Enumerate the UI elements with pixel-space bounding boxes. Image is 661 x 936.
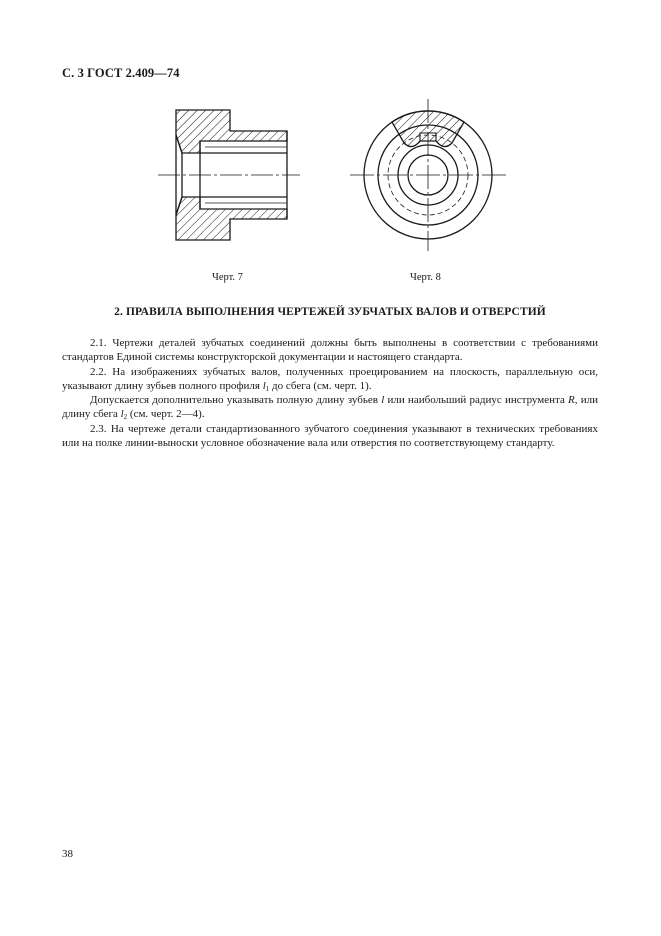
page-header: С. 3 ГОСТ 2.409—74 <box>62 66 180 80</box>
page-number: 38 <box>62 848 73 860</box>
addendum-text-c: , или длину сбега <box>62 394 599 421</box>
section-title: 2. ПРАВИЛА ВЫПОЛНЕНИЯ ЧЕРТЕЖЕЙ ЗУБЧАТЫХ ВАЛОВ И ОТВЕРСТИЙ <box>114 306 546 318</box>
addendum-text-d: (см. черт. 2—4). <box>127 408 205 421</box>
variable-l2: l <box>120 408 124 421</box>
figures-area <box>0 95 661 285</box>
variable-R: R <box>568 394 575 407</box>
body-text <box>62 336 598 450</box>
figure-caption-8: Черт. 8 <box>410 272 441 283</box>
variable-l: l <box>262 379 266 392</box>
subscript-2: 2 <box>123 413 128 422</box>
paragraph-2-2-text-a: 2.2. На изображениях зубчатых валов, полученных проецированием на плоскость, параллельную оси, указывают длину зубьев полного профиля <box>62 365 598 392</box>
variable-l-full: l <box>381 394 385 407</box>
figure-caption-7: Черт. 7 <box>212 272 243 283</box>
paragraph-2-1: 2.1. Чертежи деталей зубчатых соединений должны быть выполнены в соответствии с требованиями стандартов Единой системы конструкторской документации и настоящего стандарта. <box>62 337 598 364</box>
paragraph-2-2-text-b: до сбега (см. черт. 1). <box>269 379 372 392</box>
addendum-text-b: или наибольший радиус инструмента <box>384 394 569 407</box>
drawing-chert-7 <box>158 110 300 240</box>
paragraph-2-2-addendum <box>62 393 598 422</box>
subscript-1: 1 <box>265 384 270 393</box>
paragraph-2-2 <box>62 365 598 394</box>
addendum-text-a: Допускается дополнительно указывать полную длину зубьев <box>90 394 382 407</box>
drawing-chert-8 <box>350 99 506 251</box>
paragraph-2-3: 2.3. На чертеже детали стандартизованного зубчатого соединения указывают в технических требованиях или на полке линии-выноски условное обозначение вала или отверстия по соответствующему стандарту. <box>62 422 598 450</box>
